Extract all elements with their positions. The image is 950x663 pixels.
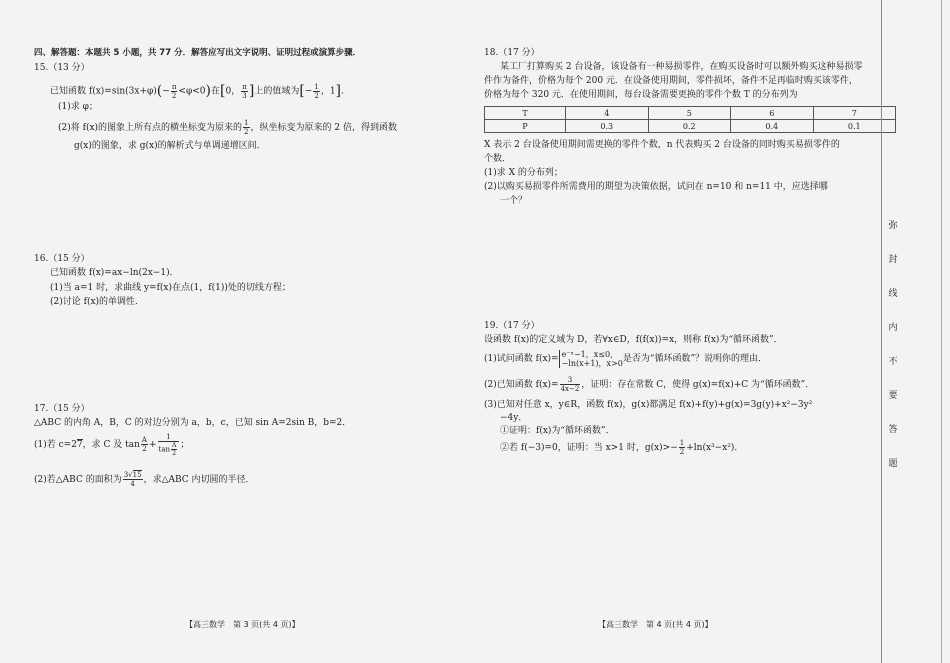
q15-part1: (1)求 φ； [58,102,98,112]
q18-number: 18.（17 分） [484,48,540,58]
section-header: 四、解答题：本题共 5 小题，共 77 分．解答应写出文字说明、证明过程或演算步骤． [34,48,362,58]
table-cell: 0.2 [648,120,731,133]
q17-p1-a: (1)若 c=2 [34,440,77,450]
q19-piecewise: e⁻ˣ−1，x≤0， −ln(x+1)，x>0 [559,350,623,368]
q17-stem: △ABC 的内角 A，B，C 的对边分别为 a，b，c，已知 sin A=2sin B，b=2． [34,418,352,428]
seal-char: 封 [888,255,898,265]
q17-p2-b: ，求△ABC 内切圆的半径． [143,475,255,485]
table-cell: P [485,120,566,133]
q17-part1 [34,428,189,462]
q17-part2 [34,469,255,491]
q16-part2: (2)讨论 f(x)的单调性． [50,297,145,307]
q15-p2-b: ，纵坐标变为原来的 2 倍，得到函数 [250,123,397,133]
q15-number: 15.（13 分） [34,63,90,73]
table-cell: 6 [731,107,814,120]
q16-number: 16.（15 分） [34,254,90,264]
q19-part3-ii [500,437,743,459]
footer-page-4: 【高三数学 第 4 页(共 4 页)】 [598,620,713,629]
q19-p2-b: ，证明：存在常数 C，使得 g(x)=f(x)+C 为“循环函数”． [581,380,815,390]
q17-p1-sqrt: 7 [76,440,83,450]
q19-part2 [484,374,814,396]
q15-stem: 已知函数 f(x)=sin(3x+φ)(− $\frac{\pi}{2}$ <φ<0)在[0， $\frac{\pi}{3}$ ]上的值域为[− $\frac{1}{2}$ ，1]． [50,82,351,100]
q17-p1-frac2: 1 tan $\frac{A}{2}$ [158,433,180,457]
binding-margin [873,0,950,663]
page-4 [440,0,870,663]
q15-range-a: − [304,86,313,97]
page-3 [0,0,440,663]
q15-cond-frac: $\frac{\pi}{2}$ [171,82,177,100]
q18-after-1: X 表示 2 台设备使用期间需更换的零件个数，n 代表购买 2 台设备的同时购买易损零件的 [484,140,840,150]
q15-cond-b: <φ<0 [178,86,206,97]
seal-char: 题 [888,459,898,469]
q15-part2-cont: g(x)的图象，求 g(x)的解析式与单调递增区间． [74,141,266,151]
q15-range-frac: $\frac{1}{2}$ [314,82,319,100]
table-cell: 0.3 [566,120,649,133]
seal-char: 线 [888,289,898,299]
q15-cond-a: − [162,86,170,97]
q15-p2-frac: $\frac{1}{2}$ [244,119,249,136]
q18-stem-1: 某工厂打算购买 2 台设备，该设备有一种易损零件，在购买设备时可以额外购买这种易损零 [500,62,863,72]
distribution-table [484,106,896,133]
table-cell: T [485,107,566,120]
q19-p2-a: (2)已知函数 f(x)= [484,380,559,390]
q19-p3ii-b: +ln(x³−x²)． [686,443,744,453]
binding-line [881,0,882,663]
q15-stem-a: 已知函数 f(x)=sin(3x+φ) [50,86,157,97]
q17-p2-a: (2)若△ABC 的面积为 [34,475,122,485]
table-cell: 0.4 [731,120,814,133]
q19-p1-a: (1)试问函数 f(x)= [484,354,559,364]
q15-stem-d: ． [341,86,351,97]
q17-p1-c: ； [180,440,190,450]
q15-stem-b: 在 [211,86,221,97]
q19-p1-b: 是否为“循环函数”？说明你的理由． [622,354,768,364]
table-cell: 7 [813,107,896,120]
table-cell: 4 [566,107,649,120]
q18-part2-1: (2)以购买易损零件所需费用的期望为决策依据，试问在 n=10 和 n=11 中，应选择哪 [484,182,828,192]
q17-number: 17.（15 分） [34,404,90,414]
table-row [485,120,896,133]
q19-part3-a: (3)已知对任意 x，y∈R，函数 f(x)，g(x)都满足 f(x)+f(y)+g(x)=3g(y)+x²−3y² [484,400,813,410]
q18-stem-2: 件作为备件，价格为每个 200 元．在设备使用期间，零件损坏，备件不足再临时购买该零件， [484,76,858,86]
footer-page-3: 【高三数学 第 3 页(共 4 页)】 [185,620,300,629]
q16-part1: (1)当 a=1 时，求曲线 y=f(x)在点(1，f(1))处的切线方程； [50,283,291,293]
q15-interval-a: 0， [225,86,241,97]
q15-part2 [58,119,397,137]
q19-number: 19.（17 分） [484,321,540,331]
seal-char: 内 [888,323,898,333]
table-row [485,107,896,120]
q19-part3-i: ①证明：f(x)为“循环函数”． [500,426,615,436]
q18-part1: (1)求 X 的分布列； [484,168,563,178]
q19-p2-frac: $\frac{3}{4x-2}$ [560,376,580,393]
seal-char: 不 [888,357,898,367]
q16-stem: 已知函数 f(x)=ax−ln(2x−1)． [50,268,179,278]
seal-char: 要 [888,391,898,401]
q19-p3ii-frac: $\frac{1}{2}$ [679,439,685,456]
q18-after-2: 个数． [484,154,512,164]
q17-p1-frac1: $\frac{A}{2}$ [141,436,147,453]
seal-char: 答 [888,425,898,435]
q19-p3ii-a: ②若 f(−3)=0，证明：当 x>1 时，g(x)> [500,443,671,453]
q15-stem-c: 上的值域为 [254,86,300,97]
table-cell: 0.1 [813,120,896,133]
binding-line-outer [941,0,942,663]
q17-p2-frac: $\frac{3√15}{4}$ [123,471,142,488]
q15-range-b: ，1 [320,86,336,97]
table-cell: 5 [648,107,731,120]
q15-interval-frac: $\frac{\pi}{3}$ [242,82,247,100]
q15-p2-a: (2)将 f(x)的图象上所有点的横坐标变为原来的 [58,123,243,133]
q19-part3-b: −4y． [500,413,528,423]
q19-p3ii-minus: − [670,443,678,453]
q18-stem-3: 价格为每个 320 元．在使用期间，每台设备需要更换的零件个数 T 的分布列为 [484,90,798,100]
seal-char: 弥 [888,221,898,231]
q17-p1-plus: + [148,440,157,450]
q19-stem: 设函数 f(x)的定义域为 D，若∀x∈D，f(f(x))=x，则称 f(x)为“循环函数”． [484,335,783,345]
q19-part1 [484,347,767,371]
q18-part2-2: 一个？ [500,196,528,206]
q17-p1-b: ，求 C 及 tan [82,440,140,450]
